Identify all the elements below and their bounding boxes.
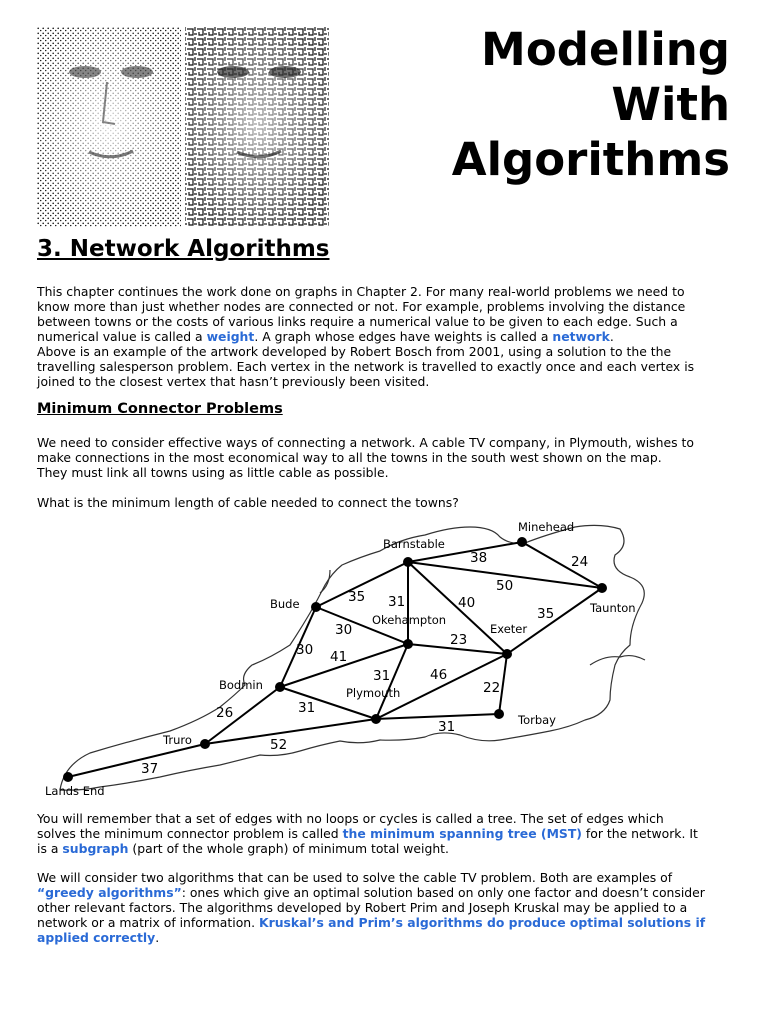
town-label: Okehampton — [372, 613, 447, 627]
edge-weight: 30 — [335, 622, 353, 638]
edge-weight: 30 — [296, 642, 314, 658]
edge-weight: 31 — [373, 668, 391, 684]
edge-weight: 52 — [270, 737, 288, 753]
town-label: Torbay — [518, 713, 556, 727]
weight-term: weight — [206, 329, 255, 344]
node-barnstable — [403, 557, 413, 567]
chapter-heading: 3. Network Algorithms — [37, 236, 330, 262]
intro-paragraph: This chapter continues the work done on graphs in Chapter 2. For many real-world problems we need to know more than just whether nodes are connected or not. For example, problems involving the distance between towns or the costs of various links require a numerical value to be given to each edge. Such a numerical value is called a weight. A graph whose edges have weights is called a network. Above is an example of the artwork developed by Robert Bosch from 2001, using a solution to the the travelling salesperson problem. Each vertex in the network is travelled to exactly once and each vertex is joined to the closest vertex that hasn’t previously been visited. — [37, 284, 695, 389]
town-label: Lands End — [45, 784, 105, 798]
south-west-network-map — [30, 515, 750, 805]
mst-paragraph: You will remember that a set of edges with no loops or cycles is called a tree. The set of edges which solves the minimum connector problem is called the minimum spanning tree (MST) for the network. It is a subgraph (part of the whole graph) of minimum total weight. — [37, 811, 698, 856]
network-diagram — [30, 515, 750, 805]
node-plymouth — [371, 714, 381, 724]
stipple-and-maze-portrait-icon — [37, 27, 329, 227]
edge — [507, 588, 602, 654]
applied-correctly-note: applied correctly — [37, 930, 156, 945]
network-term: network — [552, 329, 610, 344]
edge-weight: 23 — [450, 632, 468, 648]
edge-weight: 46 — [430, 667, 448, 683]
edge-weight: 37 — [141, 761, 159, 777]
town-label: Minehead — [518, 520, 575, 534]
edge-weight: 24 — [571, 554, 589, 570]
node-bodmin — [275, 682, 285, 692]
node-taunton — [597, 583, 607, 593]
title-line: Algorithms — [451, 133, 730, 186]
edge-weight: 22 — [483, 680, 501, 696]
node-bude — [311, 602, 321, 612]
edge — [499, 654, 507, 714]
node-okehampton — [403, 639, 413, 649]
node-truro — [200, 739, 210, 749]
town-label: Bude — [270, 597, 300, 611]
edge-weight: 41 — [330, 649, 348, 665]
title-line: With — [611, 78, 730, 131]
algorithms-paragraph: We will consider two algorithms that can be used to solve the cable TV problem. Both are examples of “greedy algorithms”: ones which give an optimal solution based on only one factor and doesn’t consider other relevant factors. The algorithms developed by Robert Prim and Joseph Kruskal may be applied to a network or a matrix of information. Kruskal’s and Prim’s algorithms do produce optimal solutions if applied correctly. — [37, 870, 706, 945]
edge-weight: 38 — [470, 550, 488, 566]
town-label: Bodmin — [219, 678, 263, 692]
node-torbay — [494, 709, 504, 719]
town-label: Plymouth — [346, 686, 401, 700]
coastline-outline — [60, 525, 644, 790]
town-label: Exeter — [490, 622, 528, 636]
node-lands-end — [63, 772, 73, 782]
edge — [522, 542, 602, 588]
page-title — [350, 22, 730, 187]
question-text: What is the minimum length of cable needed to connect the towns? — [37, 495, 459, 510]
greedy-term: “greedy algorithms” — [37, 885, 182, 900]
connector-paragraph: We need to consider effective ways of connecting a network. A cable TV company, in Plymouth, wishes to make connections in the most economical way to all the towns in the south west shown on the map. They must link all towns using as little cable as possible. — [37, 435, 694, 480]
mst-term: the minimum spanning tree (MST) — [342, 826, 582, 841]
edge-weight: 40 — [458, 595, 476, 611]
bosch-portrait-artwork — [37, 27, 329, 227]
edge — [205, 719, 376, 744]
node-exeter — [502, 649, 512, 659]
town-label: Truro — [163, 733, 192, 747]
edge-weight: 31 — [438, 719, 456, 735]
edge-weight: 31 — [298, 700, 316, 716]
edge-weight: 35 — [348, 589, 366, 605]
section-heading: Minimum Connector Problems — [37, 401, 283, 417]
kruskal-prim-note: Kruskal’s and Prim’s algorithms do produce optimal solutions if — [259, 915, 706, 930]
town-label: Barnstable — [383, 537, 445, 551]
edge-weight: 50 — [496, 578, 514, 594]
edge-weight: 35 — [537, 606, 555, 622]
edge-weight: 31 — [388, 594, 406, 610]
edge-weight: 26 — [216, 705, 234, 721]
title-line: Modelling — [481, 23, 730, 76]
town-label: Taunton — [590, 601, 636, 615]
subgraph-term: subgraph — [62, 841, 129, 856]
node-minehead — [517, 537, 527, 547]
